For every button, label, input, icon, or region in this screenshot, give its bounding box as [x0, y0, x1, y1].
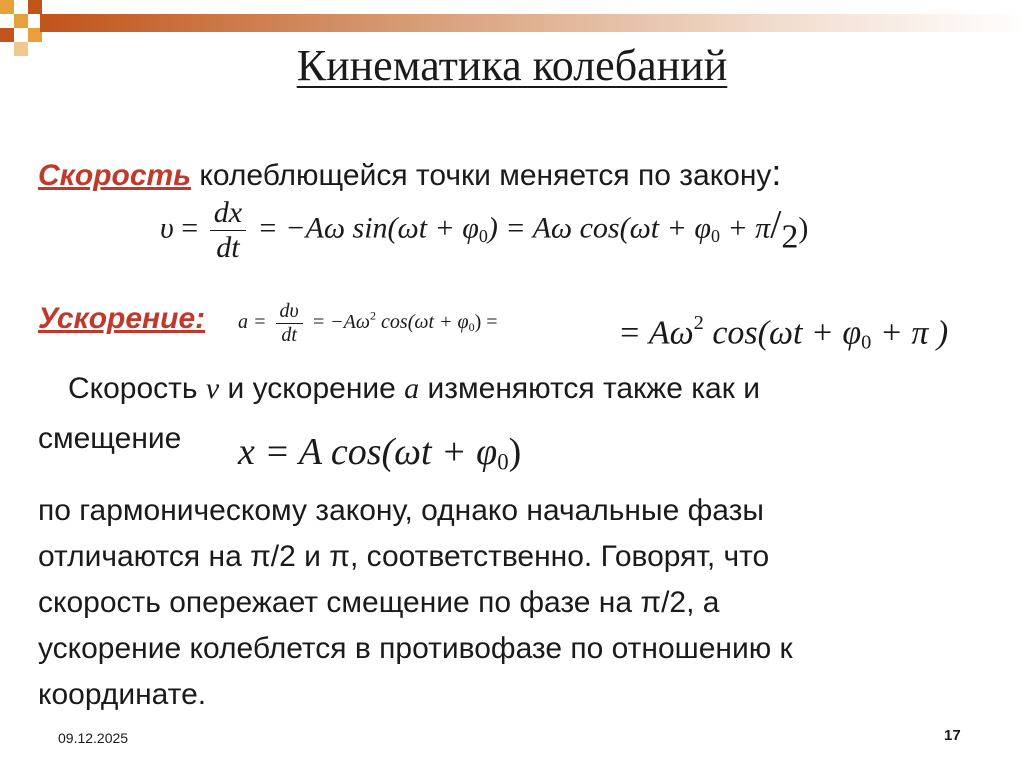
paragraph-line-2: смещение	[38, 422, 182, 455]
displacement-formula: x = A $\cos(\omega t + \varphi_0)$	[238, 431, 522, 475]
acceleration-formula-small: a = $\frac{d\upsilon}{dt}$ = $-A\omega^2$ $\cos(\omega t + \varphi_0)$ =	[238, 300, 498, 346]
paragraph-2-line: ускорение колеблется в противофазе по отношению к	[38, 632, 793, 665]
header-band	[40, 14, 1024, 32]
paragraph-2-line: отличаются на π/2 и π, соответственно. Говорят, что	[38, 540, 770, 573]
acceleration-line	[38, 302, 205, 336]
paragraph-2-line: координате.	[38, 678, 207, 711]
slide-date: 09.12.2025	[58, 730, 129, 746]
paragraph-line-1: Скорость v и ускорение a изменяются также как и	[68, 372, 760, 405]
page-number: 17	[944, 727, 961, 744]
slide-title: Кинематика колебаний	[296, 41, 728, 90]
paragraph-2-line: скорость опережает смещение по фазе на π/2, а	[38, 586, 720, 619]
velocity-label: Скорость	[38, 159, 192, 192]
velocity-formula: υ = $\frac{dx}{dt}$ = −Aω $\sin(\omega t + \varphi_0) = A\omega$ $\cos(\omega t + \varphi_0 + \pi/2)$	[160, 196, 809, 264]
acceleration-label: Ускорение:	[38, 302, 206, 335]
paragraph-2	[38, 488, 998, 718]
velocity-line: Скорость колеблющейся точки меняется по закону:	[38, 152, 782, 193]
acceleration-formula-large: = $A\omega^2$ $\cos(\omega t + \varphi_0 + \pi$ )	[618, 312, 949, 354]
paragraph-2-line: по гармоническому закону, однако начальные фазы	[38, 494, 764, 527]
